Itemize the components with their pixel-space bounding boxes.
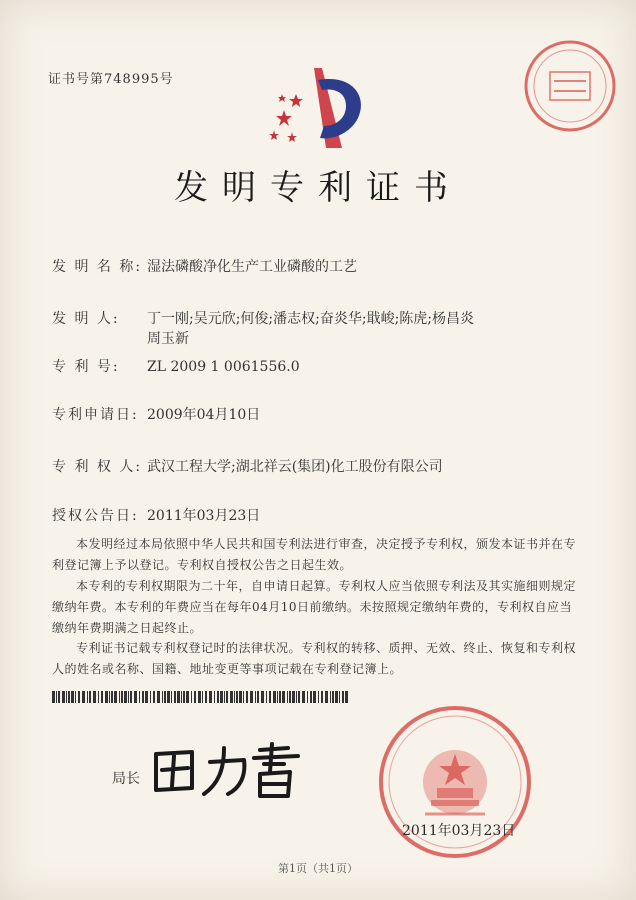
patentee-value: 武汉工程大学;湖北祥云(集团)化工股份有限公司: [147, 459, 443, 475]
patentee-row: [52, 456, 443, 476]
filing-date-row: [52, 404, 260, 424]
invention-name-label: 发 明 名 称:: [52, 259, 143, 275]
body-paragraph-1: 本发明经过本局依照中华人民共和国专利法进行审查，决定授予专利权，颁发本证书并在专利登记簿上予以登记。专利权自授权公告之日起生效。: [52, 537, 577, 572]
patentee-label: 专 利 权 人:: [52, 459, 143, 475]
body-paragraph-3: 专利证书记载专利权登记时的法律状况。专利权的转移、质押、无效、终止、恢复和专利权人的姓名或名称、国籍、地址变更等事项记载在专利登记簿上。: [52, 641, 577, 676]
director-label: 局长: [112, 771, 140, 787]
grant-date-row: [52, 505, 260, 525]
page-footer: 第1页（共1页）: [278, 862, 358, 875]
filing-date-value: 2009年04月10日: [147, 407, 261, 423]
tax-stamp-seal: [520, 36, 620, 136]
issue-date: 2011年03月23日: [402, 823, 516, 839]
grant-date-value: 2011年03月23日: [147, 508, 261, 524]
inventor-label: 发 明 人:: [52, 311, 120, 327]
grant-date-label: 授权公告日:: [52, 508, 139, 524]
invention-name-value: 湿法磷酸净化生产工业磷酸的工艺: [147, 259, 357, 275]
filing-date-label: 专利申请日:: [52, 407, 139, 423]
patent-number-label: 专 利 号:: [52, 359, 120, 375]
barcode: [52, 691, 352, 703]
page-title: 发明专利证书: [174, 168, 462, 208]
director-signature: [148, 740, 308, 800]
certificate-number: 证书号第748995号: [48, 72, 174, 87]
inventors-value-line1: 丁一刚;吴元欣;何俊;潘志权;奋炎华;戢峻;陈虎;杨昌炎: [147, 311, 475, 327]
body-paragraph-2: 本专利的专利权期限为二十年，自申请日起算。专利权人应当依照专利法及其实施细则规定缴纳年费。本专利的年费应当在每年04月10日前缴纳。未按照规定缴纳年费的，专利权自应当缴纳年费期满之日起终止。: [52, 579, 577, 635]
patent-number-value: ZL 2009 1 0061556.0: [147, 359, 300, 375]
patent-number-row: [52, 356, 300, 376]
patent-office-logo: [262, 60, 372, 160]
inventors-row: [52, 308, 474, 328]
inventors-value-line2: 周玉新: [147, 331, 189, 347]
invention-name-row: [52, 256, 357, 276]
